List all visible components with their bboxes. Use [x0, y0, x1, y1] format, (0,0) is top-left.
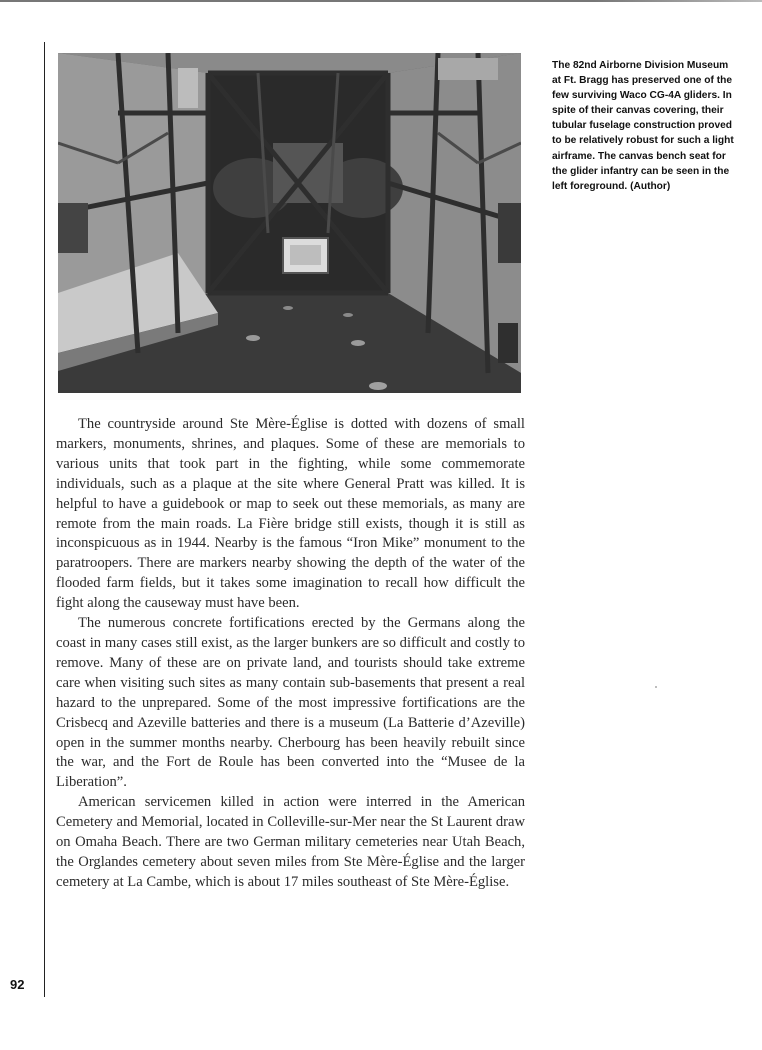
- paragraph: The numerous concrete fortifications erected by the Germans along the coast in many cases still exist, as the larger bunkers are so difficult and costly to remove. Many of these are on private land, and tourists should take extreme care when visiting such sites as many contain sub-basements that present a real hazard to the unprepared. Some of the most impressive fortifications are the Crisbecq and Azeville batteries and there is a museum (La Batterie d’Azeville) open in the summer months nearby. Cherbourg has been heavily rebuilt since the war, and the Fort de Roule has been converted into the “Musee de la Liberation”.: [56, 615, 525, 791]
- margin-rule: [44, 42, 45, 997]
- page-number: 92: [10, 977, 25, 992]
- scan-speck: [655, 686, 657, 688]
- article-body: [56, 415, 525, 893]
- top-rule: [0, 0, 762, 2]
- paragraph: The countryside around Ste Mère-Église is dotted with dozens of small markers, monuments, shrines, and plaques. Some of these are memorials to various units that took part in the fighting, while some commemorate individuals, such as a plaque at the site where General Pratt was killed. It is helpful to have a guidebook or map to seek out these memorials, as many are remote from the main roads. La Fière bridge still exists, though it is still as inconspicuous as in 1944. Nearby is the famous “Iron Mike” monument to the paratroopers. There are markers nearby showing the depth of the water of the flooded farm fields, but it takes some imagination to recall how difficult the fight along the causeway must have been.: [56, 416, 525, 612]
- paragraph: American servicemen killed in action were interred in the American Cemetery and Memorial, located in Colleville-sur-Mer near the St Laurent draw on Omaha Beach. There are two German military cemeteries near Utah Beach, the Orglandes cemetery about seven miles from Ste Mère-Église and the larger cemetery at La Cambe, which is about 17 miles southeast of Ste Mère-Église.: [56, 794, 525, 890]
- glider-interior-photo: [58, 53, 521, 393]
- photo-caption: The 82nd Airborne Division Museum at Ft. Bragg has preserved one of the few surviving Waco CG-4A gliders. In spite of their canvas covering, their tubular fuselage construction proved to be relatively robust for such a light airframe. The canvas bench seat for the glider infantry can be seen in the left foreground. (Author): [552, 60, 734, 192]
